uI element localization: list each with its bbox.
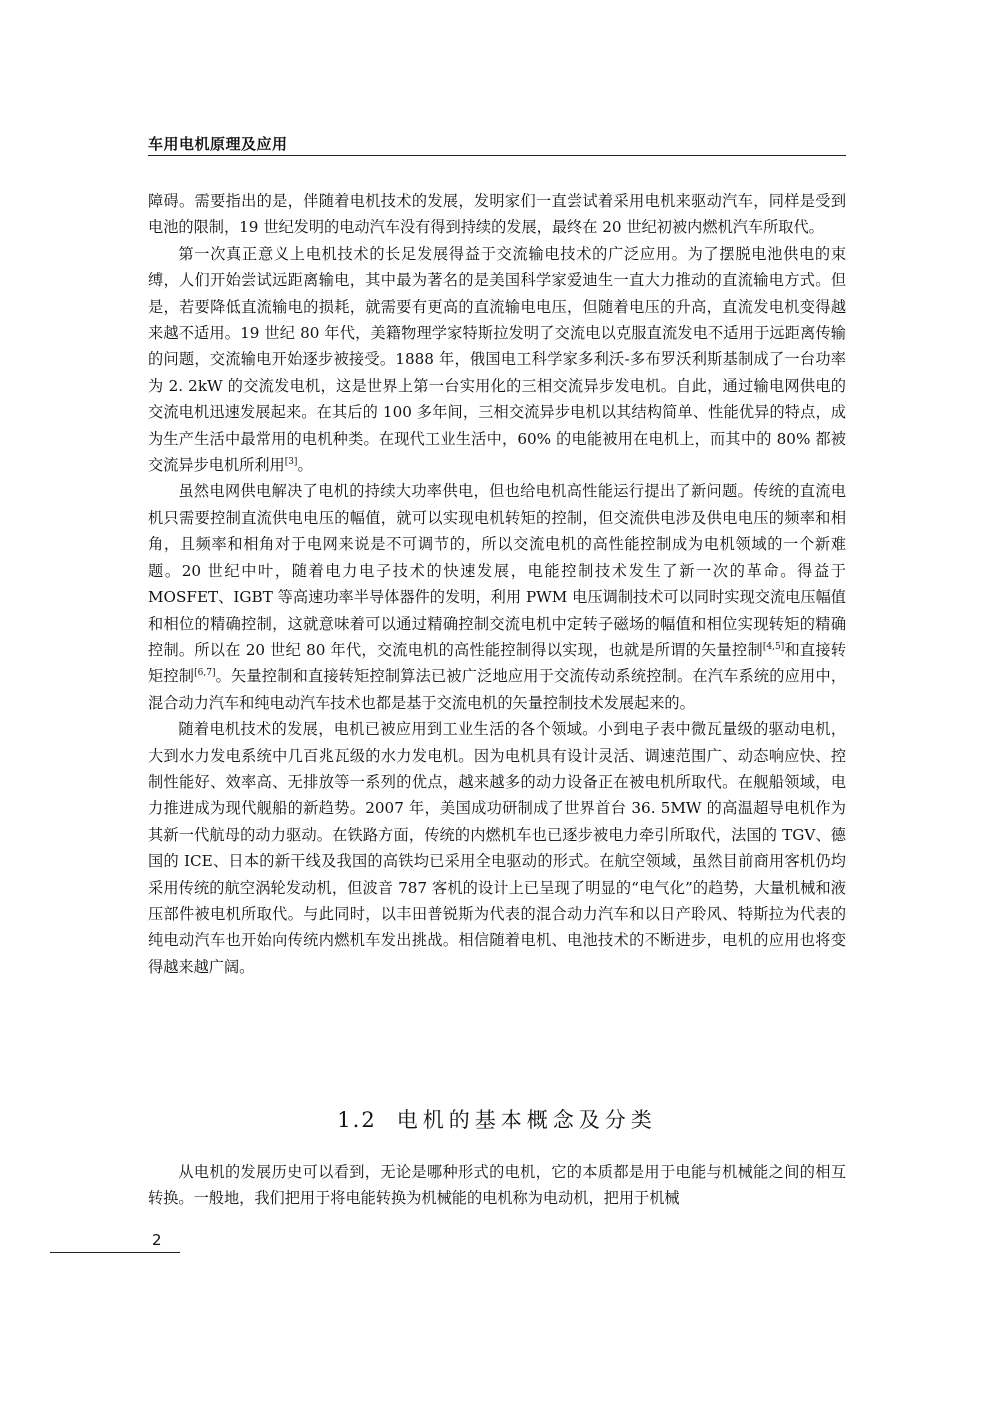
- running-header-book-title: 车用电机原理及应用: [148, 135, 288, 153]
- citation-reference: [4,5]: [762, 641, 785, 652]
- citation-reference: [6,7]: [194, 668, 216, 679]
- paragraph: [148, 1159, 846, 1212]
- section-number: 1.2: [337, 1108, 377, 1132]
- paragraph: [148, 478, 846, 716]
- section-title: 电机的基本概念及分类: [396, 1108, 657, 1132]
- paragraph-text: 虽然电网供电解决了电机的持续大功率供电，但也给电机高性能运行提出了新问题。传统的直流电机只需要控制直流供电电压的幅值，就可以实现电机转矩的控制，但交流供电涉及供电电压的频率和相角，且频率和相角对于电网来说是不可调节的，所以交流电机的高性能控制成为电机领域的一个新难题。20 世纪中叶，随着电力电子技术的快速发展，电能控制技术发生了新一次的革命。得益于 MOSFET、IGBT 等高速功率半导体器件的发明，利用 PWM 电压调制技术可以同时实现交流电压幅值和相位的精确控制，这就意味着可以通过精确控制交流电机中定转子磁场的幅值和相位实现转矩的精确控制。所以在 20 世纪 80 年代，交流电机的高性能控制得以实现，也就是所谓的矢量控制: [148, 482, 846, 659]
- paragraph: [148, 716, 846, 980]
- paragraph-text: 从电机的发展历史可以看到，无论是哪种形式的电机，它的本质都是用于电能与机械能之间的相互转换。一般地，我们把用于将电能转换为机械能的电机称为电动机，把用于机械: [148, 1163, 846, 1208]
- paragraph-text: 第一次真正意义上电机技术的长足发展得益于交流输电技术的广泛应用。为了摆脱电池供电的束缚，人们开始尝试远距离输电，其中最为著名的是美国科学家爱迪生一直大力推动的直流输电方式。但是，若要降低直流输电的损耗，就需要有更高的直流输电电压，但随着电压的升高，直流发电机变得越来越不适用。19 世纪 80 年代，美籍物理学家特斯拉发明了交流电以克服直流发电不适用于远距离传输的问题，交流输电开始逐步被接受。1888 年，俄国电工科学家多利沃-多布罗沃利斯基制成了一台功率为 2. 2kW 的交流发电机，这是世界上第一台实用化的三相交流异步发电机。自此，通过输电网供电的交流电机迅速发展起来。在其后的 100 多年间，三相交流异步电机以其结构简单、性能优异的特点，成为生产生活中最常用的电机种类。在现代工业生活中，60% 的电能被用在电机上，而其中的 80% 都被交流异步电机所利用: [148, 244, 846, 475]
- section-body-text: [148, 1159, 846, 1212]
- paragraph-text: 随着电机技术的发展，电机已被应用到工业生活的各个领域。小到电子表中微瓦量级的驱动电机，大到水力发电系统中几百兆瓦级的水力发电机。因为电机具有设计灵活、调速范围广、动态响应快、控制性能好、效率高、无排放等一系列的优点，越来越多的动力设备正在被电机所取代。在舰船领域，电力推进成为现代舰船的新趋势。2007 年，美国成功研制成了世界首台 36. 5MW 的高温超导电机作为其新一代航母的动力驱动。在铁路方面，传统的内燃机车也已逐步被电力牵引所取代，法国的 TGV、德国的 ICE、日本的新干线及我国的高铁均已采用全电驱动的形式。在航空领域，虽然目前商用客机仍均采用传统的航空涡轮发动机，但波音 787 客机的设计上已呈现了明显的“电气化”的趋势，大量机械和液压部件被电机所取代。与此同时，以丰田普锐斯为代表的混合动力汽车和以日产聆风、特斯拉为代表的纯电动汽车也开始向传统内燃机车发出挑战。相信随着电机、电池技术的不断进步，电机的应用也将变得越来越广阔。: [148, 720, 846, 976]
- citation-reference: [3]: [284, 457, 298, 468]
- header-divider: [148, 155, 846, 156]
- footer-divider: [50, 1252, 180, 1253]
- paragraph-text: 。: [297, 456, 313, 475]
- paragraph: [148, 188, 846, 241]
- paragraph-text: 障碍。需要指出的是，伴随着电机技术的发展，发明家们一直尝试着采用电机来驱动汽车，同样是受到电池的限制，19 世纪发明的电动汽车没有得到持续的发展，最终在 20 世纪初被内燃机汽车所取代。: [148, 192, 846, 237]
- paragraph-text: 。矢量控制和直接转矩控制算法已被广泛地应用于交流传动系统控制。在汽车系统的应用中，混合动力汽车和纯电动汽车技术也都是基于交流电机的矢量控制技术发展起来的。: [148, 667, 847, 712]
- paragraph: [148, 241, 846, 479]
- section-heading: [148, 1104, 846, 1134]
- paragraph-text: 和直接转矩控制: [148, 640, 847, 686]
- main-body-text: [148, 188, 846, 980]
- page-number: 2: [152, 1231, 162, 1249]
